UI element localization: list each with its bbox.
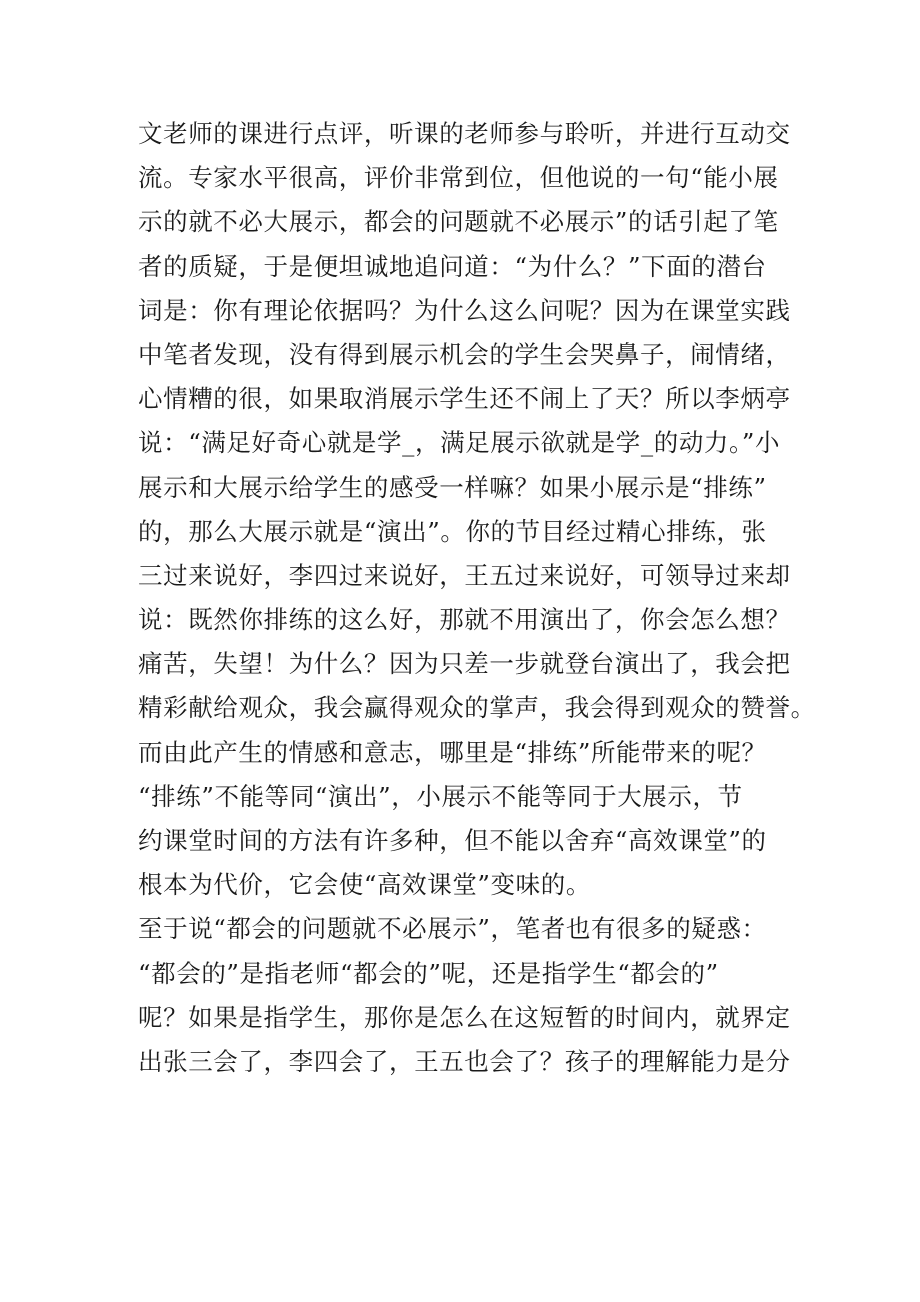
text-line: 三过来说好，李四过来说好，王五过来说好，可领导过来却 [138, 560, 791, 590]
text-line: 流。专家水平很高，评价非常到位，但他说的一句“能小展 [138, 163, 779, 193]
text-line: 者的质疑，于是便坦诚地追问道：“为什么？”下面的潜台 [138, 251, 767, 281]
text-line: 至于说“都会的问题就不必展示”，笔者也有很多的疑惑： [138, 914, 767, 944]
text-line: “都会的”是指老师“都会的”呢，还是指学生“都会的” [138, 958, 719, 988]
body-text [138, 112, 816, 1084]
text-line: 痛苦，失望！为什么？因为只差一步就登台演出了，我会把 [138, 649, 791, 679]
text-line: “排练”不能等同“演出”，小展示不能等同于大展示，节 [138, 781, 743, 811]
text-line: 出张三会了，李四会了，王五也会了？孩子的理解能力是分 [138, 1046, 791, 1076]
text-line: 说：“满足好奇心就是学_，满足展示欲就是学_的动力。”小 [138, 428, 781, 458]
text-line: 的，那么大展示就是“演出”。你的节目经过精心排练，张 [138, 516, 767, 546]
text-line: 说：既然你排练的这么好，那就不用演出了，你会怎么想？ [138, 605, 791, 635]
text-line: 约课堂时间的方法有许多种，但不能以舍弃“高效课堂”的 [138, 826, 767, 855]
text-line: 中笔者发现，没有得到展示机会的学生会哭鼻子，闹情绪， [138, 339, 791, 369]
text-line: 词是：你有理论依据吗？为什么这么问呢？因为在课堂实践 [138, 295, 791, 325]
text-line: 而由此产生的情感和意志，哪里是“排练”所能带来的呢？ [138, 737, 767, 767]
text-line: 呢？如果是指学生，那你是怎么在这短暂的时间内，就界定 [138, 1002, 791, 1032]
text-line: 根本为代价，它会使“高效课堂”变味的。 [138, 870, 591, 900]
text-line: 文老师的课进行点评，听课的老师参与聆听，并进行互动交 [138, 119, 791, 148]
text-line: 精彩献给观众，我会赢得观众的掌声，我会得到观众的赞誉。 [138, 693, 816, 723]
text-line: 心情糟的很，如果取消展示学生还不闹上了天？所以李炳亭 [138, 384, 791, 414]
text-line: 示的就不必大展示，都会的问题就不必展示”的话引起了笔 [138, 207, 779, 237]
text-line: 展示和大展示给学生的感受一样嘛？如果小展示是“排练” [138, 472, 767, 502]
